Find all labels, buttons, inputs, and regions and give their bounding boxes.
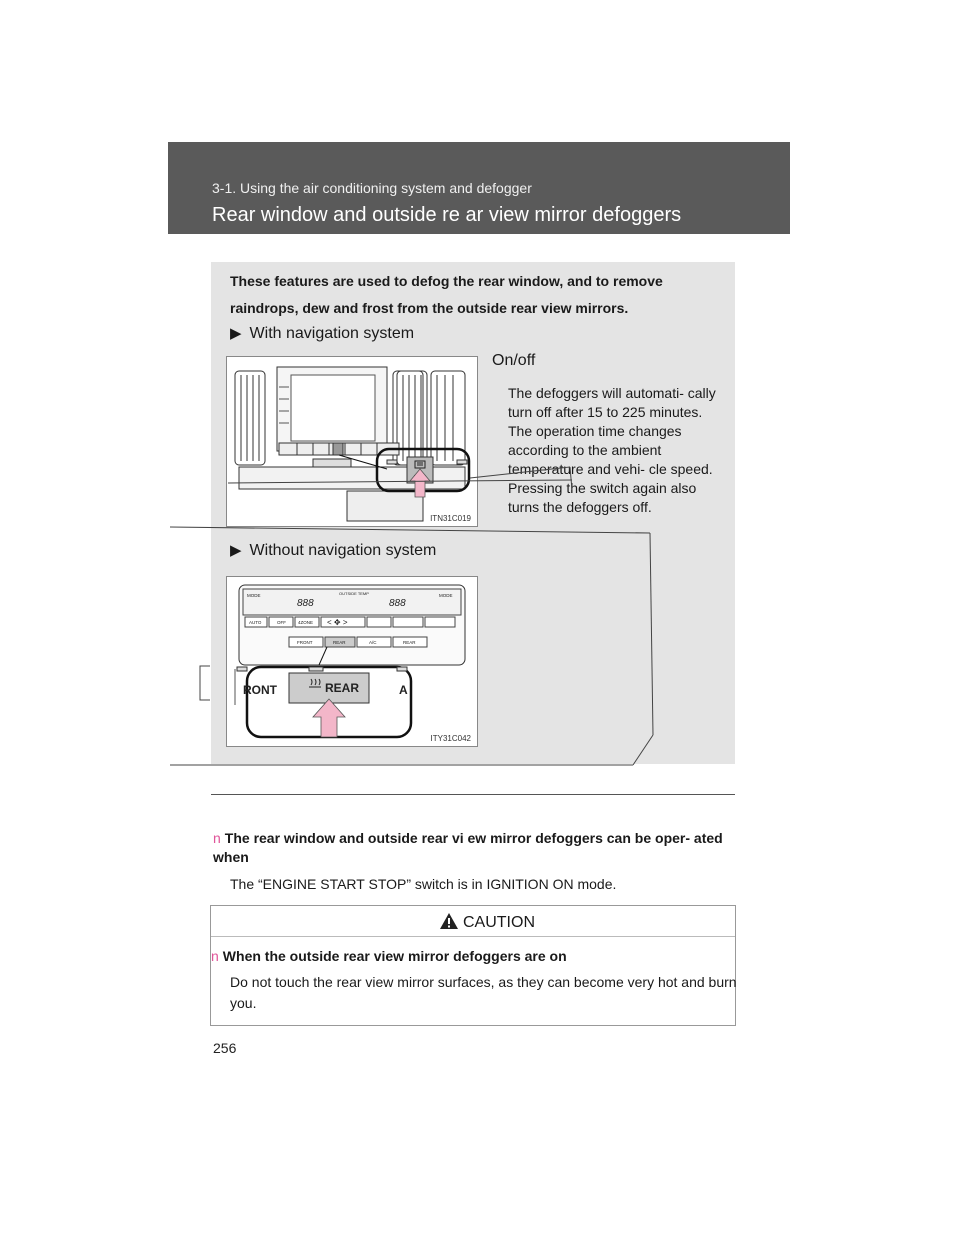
figure-code: ITN31C019 [430,514,471,523]
subhead-without-nav: ▶ Without navigation system [230,542,437,559]
section-title: 3‑1. Using the air conditioning system and defogger [212,180,532,196]
svg-text:4ZONE: 4ZONE [298,620,314,625]
svg-text:OUTSIDE TEMP: OUTSIDE TEMP [339,591,369,596]
page-title: Rear window and outside re ar view mirror defoggers [212,204,682,226]
svg-text:MODE: MODE [247,593,261,598]
note-body: The “ENGINE START STOP” switch is in IGNITION ON mode. [230,876,617,892]
caution-box [210,905,736,1026]
page-number: 256 [213,1040,237,1056]
svg-text:FRONT: FRONT [297,640,313,645]
figure-without-nav [226,576,478,747]
warning-triangle-icon [439,912,459,930]
svg-text:REAR: REAR [325,681,360,695]
svg-text:REAR: REAR [333,640,346,645]
svg-text:REAR: REAR [403,640,416,645]
note-heading: n The rear window and outside rear vi ew mirror defoggers can be oper‑ ated when [213,830,723,865]
svg-text:888: 888 [297,598,314,609]
page-header [168,142,790,234]
figure-with-nav [226,356,478,527]
svg-text:< ✥ >: < ✥ > [327,618,348,627]
nav-console-illustration [227,357,477,526]
svg-text:AUTO: AUTO [249,620,262,625]
caution-body: Do not touch the rear view mirror surfaces, as they can become very hot and burn you. [230,974,737,1011]
svg-text:MODE: MODE [439,593,453,598]
caution-title: CAUTION [463,914,535,931]
svg-text:A: A [399,683,408,697]
subhead-with-nav: ▶ With navigation system [230,325,415,342]
svg-text:A/C: A/C [369,640,377,645]
caution-header [211,906,735,937]
intro-text: These features are used to defog the rear window, and to remove raindrops, dew and frost from the outside rear view mirrors. [230,273,663,316]
right-triangle-arrow-icon: ▶ [230,542,242,559]
onoff-description: The defoggers will automati‑ cally turn off after 15 to 225 minutes. The operation time changes according to the ambient temperature and vehi‑ cle speed. Pressing the switch again also turns the defoggers off. [508,385,716,515]
climate-panel-illustration [227,577,477,746]
svg-text:RONT: RONT [243,683,277,697]
svg-text:OFF: OFF [277,620,286,625]
onoff-title: On/off [492,352,536,369]
divider [211,794,735,795]
caution-item: n When the outside rear view mirror defoggers are on [211,948,567,964]
figure-code: ITY31C042 [430,734,471,743]
right-triangle-arrow-icon: ▶ [230,325,242,342]
svg-text:888: 888 [389,598,406,609]
